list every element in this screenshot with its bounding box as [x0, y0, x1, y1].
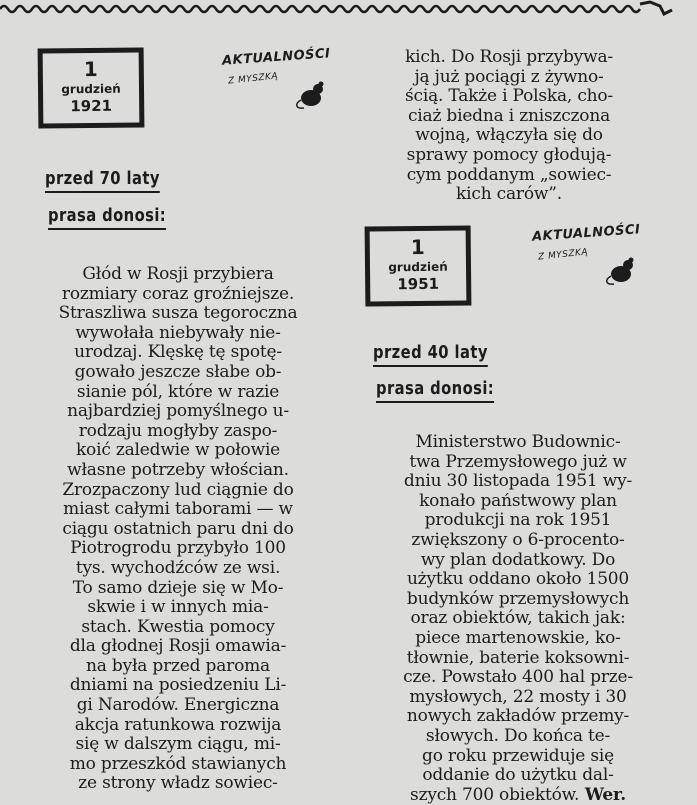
text-line: akcja ratunkowa rozwija: [74, 714, 282, 735]
mouse-icon: [294, 78, 328, 110]
text-line: najbardziej pomyślnego u-: [67, 401, 289, 422]
article-1921-body: [22, 265, 334, 794]
text-line: wywołała niebywały nie-: [75, 322, 281, 343]
logo-subtitle: Z MYSZKĄ: [537, 247, 589, 263]
text-line: ją już pociągi z żywno-: [414, 66, 604, 87]
text-line: gowało jeszcze słabe ob-: [74, 361, 282, 382]
logo-subtitle: Z MYSZKĄ: [227, 71, 279, 87]
heading-press-reports: prasa donosi:: [48, 205, 166, 230]
date-year: 1951: [397, 274, 440, 293]
text-line: koić zaledwie w połowie: [75, 440, 281, 461]
text-line: twa Przemysłowego już w: [409, 451, 627, 472]
text-line: cze. Powstało 400 hal prze-: [403, 667, 633, 688]
date-box-1951: [365, 225, 472, 306]
date-month: grudzień: [388, 259, 448, 275]
text-line: skwie i w innych mia-: [87, 597, 269, 618]
text-line: Straszliwa susza tegoroczna: [58, 303, 298, 324]
wavy-border: [0, 0, 697, 22]
text-line: dniu 30 listopada 1951 wy-: [403, 471, 633, 492]
text-line: ciągu ostatnich paru dni do: [62, 518, 294, 539]
text-line: Głód w Rosji przybiera: [82, 264, 274, 284]
date-day: 1: [83, 56, 98, 82]
text-line: rodzaju mogłyby zaspo-: [78, 420, 278, 441]
text-line: produkcji na rok 1951: [424, 510, 612, 531]
text-line: nowych zakładów przemy-: [406, 706, 630, 727]
text-line: mo przeszkód stawianych: [69, 753, 287, 774]
text-line: ciaż biedna i zniszczona: [407, 105, 611, 126]
text-line: dniami na posiedzeniu Li-: [69, 675, 287, 696]
text-line: kich carów”.: [456, 184, 562, 205]
text-line: mysłowych, 22 mosty i 30: [409, 686, 627, 707]
text-line: zwiększony o 6-procento-: [411, 529, 625, 550]
heading-years-ago: przed 70 laty: [45, 168, 160, 193]
text-line: wy plan dodatkowy. Do: [420, 549, 616, 570]
aktualnosci-logo: [532, 224, 652, 294]
text-line: na była przed paroma: [86, 655, 270, 676]
text-line: kich. Do Rosji przybywa-: [405, 47, 613, 67]
text-line: własne potrzeby włościan.: [67, 459, 289, 480]
aktualnosci-logo: [222, 48, 342, 118]
text-line: gi Narodów. Energiczna: [76, 695, 280, 716]
mouse-icon: [604, 254, 638, 286]
text-line: miast całymi taborami — w: [63, 499, 293, 520]
text-line: oddanie do użytku dal-: [422, 765, 614, 786]
text-line: piece martenowskie, ko-: [415, 627, 621, 648]
article-1921-continued: [359, 48, 659, 205]
text-line: tłownie, baterie koksowni-: [406, 647, 630, 668]
text-line: Zrozpaczony lud ciągnie do: [62, 479, 294, 500]
text-line: go roku przewiduje się: [422, 745, 614, 766]
text-line: sianie pól, które w razie: [76, 381, 280, 402]
text-line: słowych. Do końca te-: [425, 725, 611, 746]
date-day: 1: [410, 234, 425, 260]
text-line: użytku oddano około 1500: [406, 569, 630, 590]
text-line: się w dalszym ciągu, mi-: [75, 734, 281, 755]
text-line: wojną, włączyła się do: [415, 125, 603, 146]
text-line: To samo dzieje się w Mo-: [72, 577, 284, 598]
logo-title: AKTUALNOŚCI: [531, 222, 641, 245]
text-line: stach. Kwestia pomocy: [81, 616, 275, 637]
text-line: tys. wychodźców ze wsi.: [75, 557, 281, 578]
article-1951-body: [368, 433, 668, 805]
date-month: grudzień: [61, 81, 121, 97]
text-line: Ministerstwo Budownic-: [415, 432, 621, 452]
text-line: konało państwowy plan: [419, 490, 617, 511]
text-line: oraz obiektów, takich jak:: [410, 608, 626, 629]
text-line: cym poddanym „sowiec-: [406, 164, 612, 185]
author-signature: Wer.: [579, 784, 626, 805]
text-line: rozmiary coraz groźniejsze.: [61, 283, 295, 304]
text-line: ścią. Także i Polska, cho-: [405, 86, 613, 107]
text-line: budynków przemysłowych: [406, 588, 630, 609]
text-line: szych 700 obiektów. Wer.: [410, 784, 626, 805]
text-line: ze strony władz sowiec-: [78, 773, 278, 794]
heading-press-reports: prasa donosi:: [376, 378, 494, 403]
text-line: urodzaj. Klęskę tę spotę-: [74, 342, 282, 363]
text-line: Piotrogrodu przybyło 100: [70, 538, 286, 559]
date-year: 1921: [70, 96, 113, 115]
logo-title: AKTUALNOŚCI: [221, 46, 331, 69]
text-line: sprawy pomocy głodują-: [406, 144, 612, 165]
heading-years-ago: przed 40 laty: [373, 342, 488, 367]
date-box-1921: [38, 47, 145, 128]
text-line: dla głodnej Rosji omawia-: [69, 636, 287, 657]
